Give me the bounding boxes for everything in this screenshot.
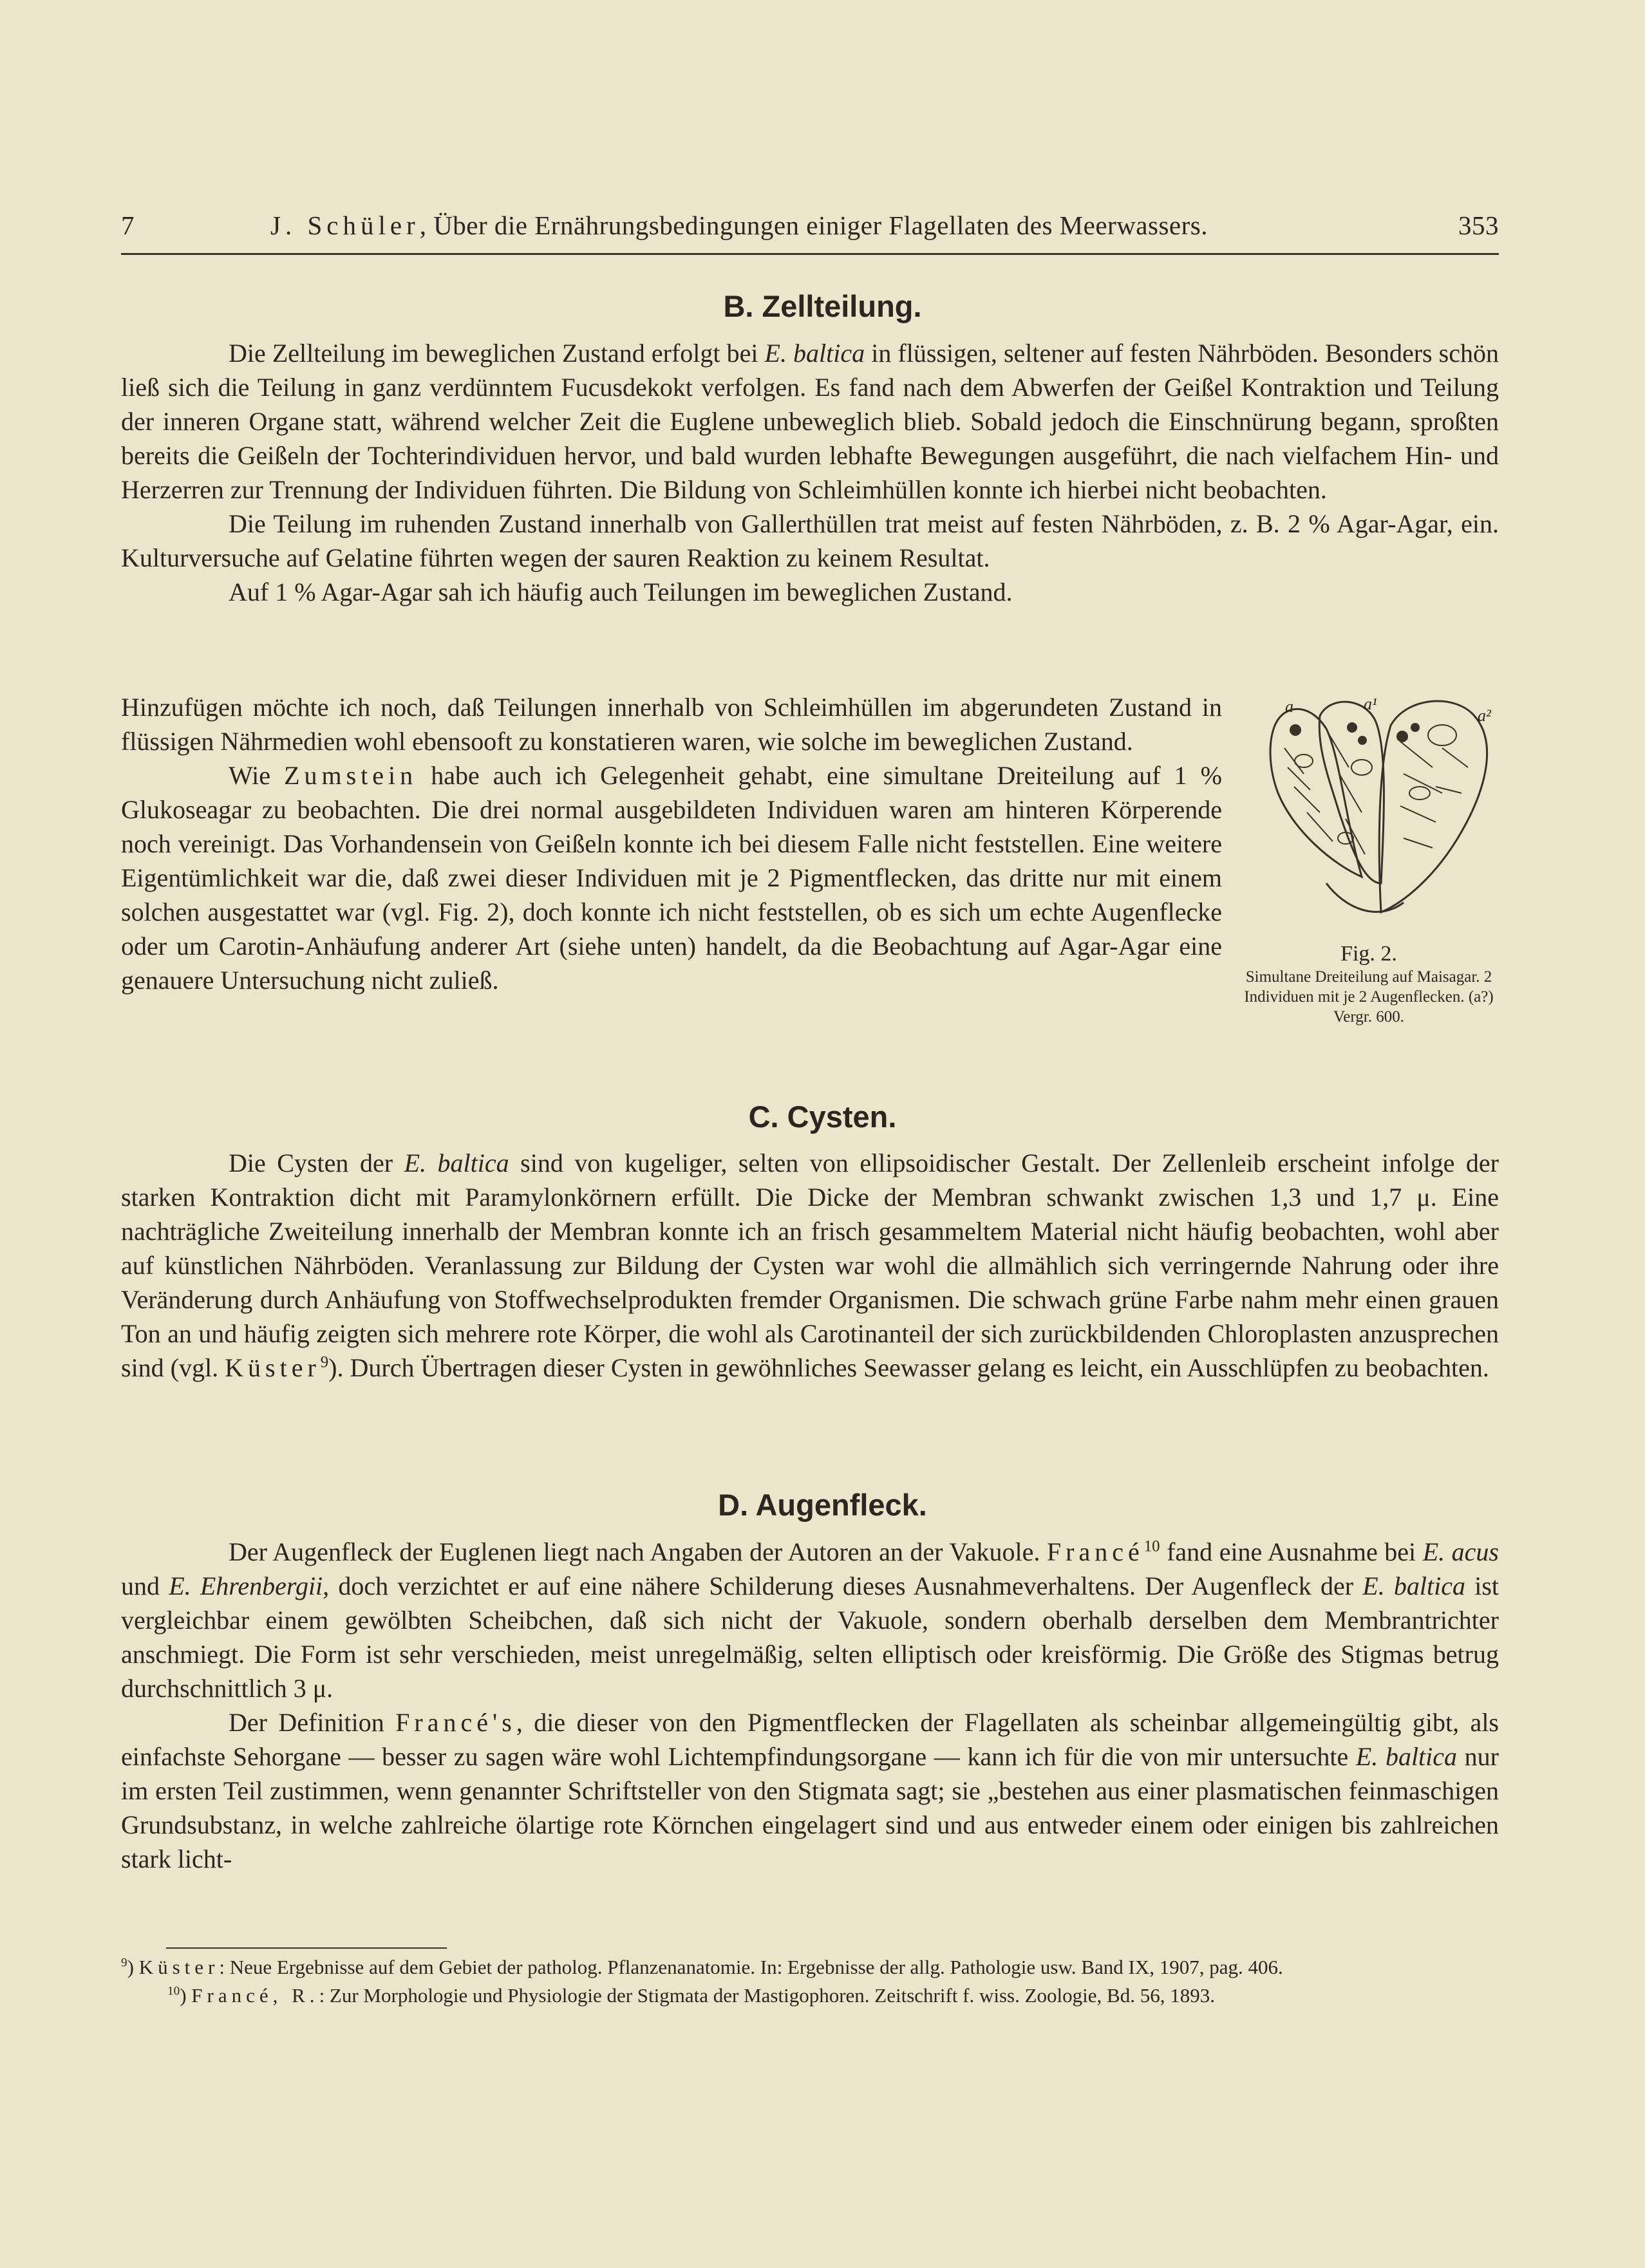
footnote-marker: 10 [167,1984,180,1998]
author-name: Küster [225,1353,321,1382]
footnote-10: $^{10}$) Francé, R.: Zur Morphologie und Physiologie der Stigmata der Mastigophoren. Zeitschrift f. wiss. Zoologie, Bd. 56, 1893. [167,1984,1215,2007]
running-head-article-title: , Über die Ernährungsbedingungen einiger Flagellaten des Meerwassers. [419,211,1208,240]
paragraph-b3-continued: Hinzufügen möchte ich noch, daß Teilungen innerhalb von Schleimhüllen im abgerundeten Zustand in flüssigen Nährmedien wohl ebensooft zu konstatieren waren, wie solche im beweglichen Zustand. [121,693,1222,756]
author-name: Zumstein [284,761,418,790]
text-run: Die Cysten der [229,1148,404,1177]
text-run: sind von kugeliger, selten von ellipsoidischer Gestalt. Der Zellenleib erscheint infolge der starken Kontraktion dicht mit Paramylonkörnern erfüllt. Die Dicke der Membran schwankt zwischen 1,3 und 1,7 μ. Eine nachträgliche Zweiteilung innerhalb der Membran konnte ich an frisch gesammeltem Material nicht häufig beobachten, wohl aber auf künstlichen Nährböden. Veranlassung zur Bildung der Cysten war wohl die allmählich sich verringernde Nahrung oder ihre Veränderung durch Anhäufung von Stoffwechselprodukten fremder Organismen. Die schwach grüne Farbe nahm mehr einen grauen Ton an und häufig zeigten sich mehrere rote Körper, die wohl als Carotinanteil der sich zurückbildenden Chloroplasten anzusprechen sind (vgl. [121,1148,1499,1382]
author-name: Francé's [395,1708,516,1737]
species-name: E. Ehrenbergii, [169,1571,330,1600]
text-run: Der Definition [229,1708,396,1737]
section-heading-d: D. Augenfleck. [718,1488,927,1522]
figure-caption-text: Simultane Dreiteilung auf Maisagar. 2 Individuen mit je 2 Augenflecken. (a?) [1244,968,1494,1006]
footnote-ref-10: 10 [1143,1537,1160,1555]
text-run: Die Zellteilung im beweglichen Zustand erfolgt bei [229,339,765,368]
page-number-right: 353 [1458,211,1499,240]
footnote-ref-9: 9 [320,1353,329,1371]
figure-2-caption [1234,941,1504,1027]
paragraph-d2 [121,1705,1499,1876]
species-name: E. baltica [1355,1742,1458,1771]
figure-2-drawing [1249,690,1510,933]
section-heading-b: B. Zellteilung. [723,289,922,323]
text-run: Der Augenfleck der Euglenen liegt nach Angaben der Autoren an der Vakuole. [229,1537,1047,1566]
species-name: E. baltica [1362,1571,1465,1600]
paragraph-b3-first-line: Auf 1 % Agar-Agar sah ich häufig auch Teilungen im beweglichen Zustand. [229,577,1013,606]
figure-magnification: Vergr. 600. [1333,1008,1404,1026]
species-name: E. acus [1422,1537,1499,1566]
text-run: ). Durch Übertragen dieser Cysten in gewöhnliches Seewasser gelang es leicht, ein Ausschlüpfen zu beobachten. [328,1353,1489,1382]
paragraph-b1 [121,336,1499,507]
footnote-rule [166,1947,447,1949]
text-run: fand eine Ausnahme bei [1160,1537,1423,1566]
paragraph-d1 [121,1535,1499,1705]
footnote-text: : Zur Morphologie und Physiologie der Stigmata der Mastigophoren. Zeitschrift f. wiss. Zoologie, Bd. 56, 1893. [319,1984,1215,2007]
page-number-left: 7 [121,211,135,240]
footnote-9: $^9$) Küster: Neue Ergebnisse auf dem Gebiet der patholog. Pflanzenanatomie. In: Ergebnisse der allg. Pathologie usw. Band IX, 1907, pag. 406. [121,1956,1283,1978]
species-name: E. baltica [764,339,865,368]
footnote-text: : Neue Ergebnisse auf dem Gebiet der patholog. Pflanzenanatomie. In: Ergebnisse der allg. Pathologie usw. Band IX, 1907, pag. 406. [219,1956,1283,1978]
text-run: und [121,1571,169,1600]
header-rule [121,253,1499,255]
figure-label-a: a [1285,697,1293,716]
paragraph-c1 [121,1146,1499,1385]
figure-label-a2: a² [1478,706,1491,725]
text-run: habe auch ich Gelegenheit gehabt, eine simultane Dreiteilung auf 1 % Glukoseagar zu beobachten. Die drei normal ausgebildeten Individuen waren am hinteren Körperende noch vereinigt. Das Vorhandensein von Geißeln konnte ich bei diesem Falle nicht feststellen. Eine weitere Eigentümlichkeit war die, daß zwei dieser Individuen mit je 2 Pigmentflecken, das dritte nur mit einem solchen ausgestattet war (vgl. Fig. 2), doch konnte ich nicht feststellen, ob es sich um echte Augenflecke oder um Carotin-Anhäufung anderer Art (siehe unten) handelt, da die Beobachtung auf Agar-Agar eine genauere Untersuchung nicht zuließ. [121,761,1222,995]
footnote-marker: 9 [121,1956,127,1970]
section-d-text [121,1535,1499,1876]
footnotes [121,1953,1509,2010]
text-run: ist vergleichbar einem gewölbten Scheibchen, daß sich nicht der Vakuole, sondern oberhalb derselben dem Membrantrichter anschmiegt. Die Form ist sehr verschieden, meist unregelmäßig, selten elliptisch oder kreisförmig. Die Größe des Stigmas betrug durchschnittlich 3 μ. [121,1571,1499,1703]
paragraph-b2: Die Teilung im ruhenden Zustand innerhalb von Gallerthüllen trat meist auf festen Nährböden, z. B. 2 % Agar-Agar, ein. Kulturversuche auf Gelatine führten wegen der sauren Reaktion zu keinem Resultat. [121,509,1499,572]
species-name: E. baltica [404,1148,509,1177]
text-run: in flüssigen, seltener auf festen Nährböden. Besonders schön ließ sich die Teilung in ganz verdünntem Fucusdekokt verfolgen. Es fand nach dem Abwerfen der Geißel Kontraktion und Teilung der inneren Organe statt, während welcher Zeit die Euglene unbeweglich blieb. Sobald jedoch die Einschnürung begann, sproßten bereits die Geißeln der Tochterindividuen hervor, und bald wurden lebhafte Bewegungen ausgeführt, die nach vielfachem Hin- und Herzerren zur Trennung der Individuen führten. Die Bildung von Schleimhüllen konnte ich hierbei nicht beobachten. [121,339,1499,504]
figure-number: Fig. 2. [1340,942,1397,966]
section-b-block-1 [121,336,1499,609]
running-head-author: J. Schüler [270,211,420,240]
text-run: nur im ersten Teil zustimmen, wenn genannter Schriftsteller von den Stigmata sagt; sie „bestehen aus einer plasmatischen feinmaschigen Grundsubstanz, in welche zahlreiche ölartige rote Körnchen eingelagert sind und aus entweder einem oder einigen bis zahlreichen stark licht- [121,1742,1499,1873]
author-name: Francé [1046,1537,1144,1566]
text-run: , die dieser von den Pigmentflecken der Flagellaten als scheinbar allgemeingültig gibt, als einfachste Sehorgane — besser zu sagen wäre wohl Lichtempfindungsorgane — kann ich für die von mir untersuchte [121,1708,1499,1771]
figure-label-a1: a¹ [1364,695,1377,713]
footnote-author: Francé, R. [191,1984,319,2007]
paragraph-b4 [121,758,1222,997]
section-heading-c: C. Cysten. [748,1100,897,1134]
text-run: Wie [229,761,285,790]
running-head-title [270,210,1208,241]
section-b-block-2 [121,690,1222,997]
text-run: doch verzichtet er auf eine nähere Schilderung dieses Ausnahmeverhaltens. Der Augenfleck der [329,1571,1363,1600]
section-c-text [121,1146,1499,1385]
footnote-author: Küster [138,1956,220,1978]
